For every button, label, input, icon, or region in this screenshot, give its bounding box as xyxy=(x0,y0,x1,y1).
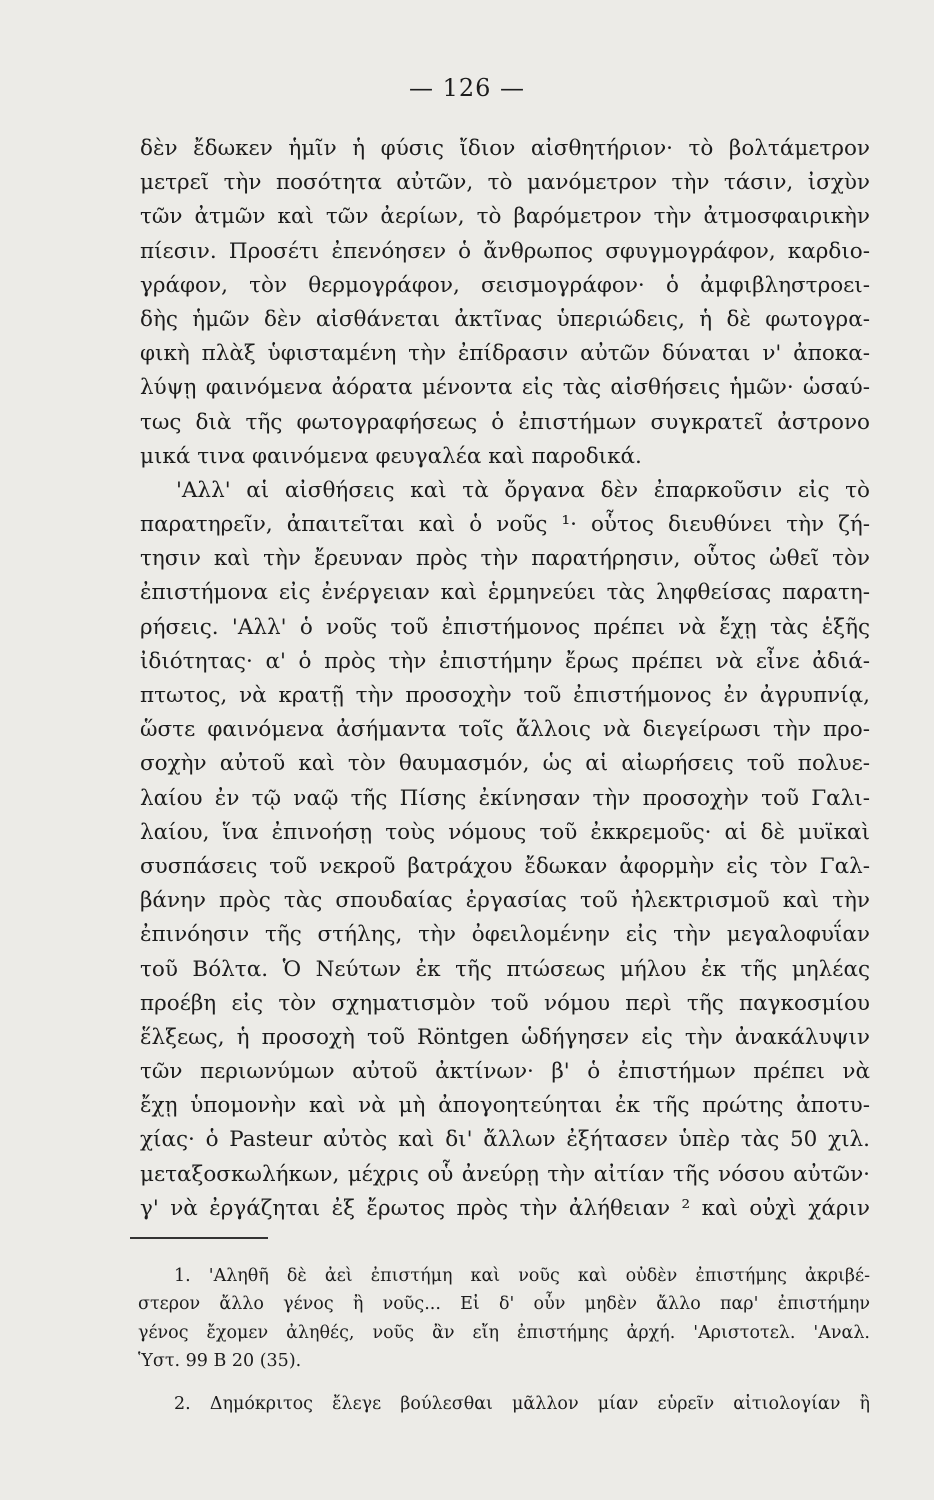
footnotes xyxy=(138,1262,870,1418)
text-line: ρήσεις. 'Αλλ' ὁ νοῦς τοῦ ἐπιστήμονος πρέπει νὰ ἔχῃ τὰς ἑξῆς xyxy=(140,614,870,640)
text-line: 'Αλλ' αἱ αἰσθήσεις καὶ τὰ ὄργανα δὲν ἐπαρκοῦσιν εἰς τὸ xyxy=(176,477,870,503)
text-line: ἕλξεως, ἡ προσοχὴ τοῦ Röntgen ὡδήγησεν εἰς τὴν ἀνακάλυψιν xyxy=(140,1024,870,1050)
text-line: λύψῃ φαινόμενα ἀόρατα μένοντα εἰς τὰς αἰσθήσεις ἡμῶν· ὡσαύ- xyxy=(140,375,870,401)
text-line: ἐπινόησιν τῆς στήλης, τὴν ὀφειλομένην εἰς τὴν μεγαλοφυΐαν xyxy=(140,922,870,948)
text-line: λαίου ἐν τῷ ναῷ τῆς Πίσης ἐκίνησαν τὴν προσοχὴν τοῦ Γαλι- xyxy=(140,785,870,811)
text-line: πίεσιν. Προσέτι ἐπενόησεν ὁ ἄνθρωπος σφυγμογράφον, καρδιο- xyxy=(140,238,870,264)
text-line: βάνην πρὸς τὰς σπουδαίας ἐργασίας τοῦ ἠλεκτρισμοῦ καὶ τὴν xyxy=(140,888,870,914)
text-line: ἰδιότητας· α' ὁ πρὸς τὴν ἐπιστήμην ἔρως πρέπει νὰ εἶνε ἀδιά- xyxy=(140,648,870,674)
footnote-line: στερον ἄλλο γένος ἢ νοῦς... Εἰ δ' οὖν μηδὲν ἄλλο παρ' ἐπιστήμην xyxy=(138,1294,870,1315)
text-line: τησιν καὶ τὴν ἔρευναν πρὸς τὴν παρατήρησιν, οὗτος ὠθεῖ τὸν xyxy=(140,546,870,572)
body-text xyxy=(140,132,870,1226)
footnote-divider xyxy=(130,1237,268,1239)
footnote-line: γένος ἔχομεν ἀληθές, νοῦς ἂν εἴη ἐπιστήμης ἀρχή. 'Αριστοτελ. 'Αναλ. xyxy=(138,1322,870,1343)
text-line: χίας· ὁ Pasteur αὐτὸς καὶ δι' ἄλλων ἐξήτασεν ὑπὲρ τὰς 50 χιλ. xyxy=(140,1127,870,1153)
text-line: τῶν ἀτμῶν καὶ τῶν ἀερίων, τὸ βαρόμετρον τὴν ἀτμοσφαιρικὴν xyxy=(140,204,870,230)
footnote-line: 1. 'Αληθῆ δὲ ἀεὶ ἐπιστήμη καὶ νοῦς καὶ οὐδὲν ἐπιστήμης ἀκριβέ- xyxy=(174,1266,870,1286)
text-line: τως διὰ τῆς φωτογραφήσεως ὁ ἐπιστήμων συγκρατεῖ ἀστρονο xyxy=(140,409,870,435)
text-line: ἔχῃ ὑπομονὴν καὶ νὰ μὴ ἀπογοητεύηται ἐκ τῆς πρώτης ἀποτυ- xyxy=(140,1093,870,1119)
text-line: δὲν ἔδωκεν ἡμῖν ἡ φύσις ἴδιον αἰσθητήριον· τὸ βολτάμετρον xyxy=(140,136,870,161)
text-line: συσπάσεις τοῦ νεκροῦ βατράχου ἔδωκαν ἀφορμὴν εἰς τὸν Γαλ- xyxy=(140,853,870,879)
text-line: πτωτος, νὰ κρατῇ τὴν προσοχὴν τοῦ ἐπιστήμονος ἐν ἀγρυπνίᾳ, xyxy=(140,683,870,708)
text-line: προέβη εἰς τὸν σχηματισμὸν τοῦ νόμου περὶ τῆς παγκοσμίου xyxy=(140,990,870,1016)
footnote-line: Ὑστ. 99 Β 20 (35). xyxy=(138,1351,302,1372)
page-number: — 126 — xyxy=(408,74,526,102)
text-line: τῶν περιωνύμων αὐτοῦ ἀκτίνων· β' ὁ ἐπιστήμων πρέπει νὰ xyxy=(140,1059,870,1085)
footnote-line: 2. Δημόκριτος ἔλεγε βούλεσθαι μᾶλλον μίαν εὑρεῖν αἰτιολογίαν ἢ xyxy=(174,1393,870,1414)
text-line: παρατηρεῖν, ἀπαιτεῖται καὶ ὁ νοῦς ¹· οὗτος διευθύνει τὴν ζή- xyxy=(140,512,870,538)
text-line: τοῦ Βόλτα. Ὁ Νεύτων ἐκ τῆς πτώσεως μήλου ἐκ τῆς μηλέας xyxy=(140,956,870,982)
text-line: δὴς ἡμῶν δὲν αἰσθάνεται ἀκτῖνας ὑπεριώδεις, ἡ δὲ φωτογρα- xyxy=(140,306,870,332)
text-line: μικά τινα φαινόμενα φευγαλέα καὶ παροδικά. xyxy=(140,443,642,469)
text-line: ὥστε φαινόμενα ἀσήμαντα τοῖς ἄλλοις νὰ διεγείρωσι τὴν προ- xyxy=(140,717,870,743)
text-line: σοχὴν αὐτοῦ καὶ τὸν θαυμασμόν, ὡς αἱ αἰωρήσεις τοῦ πολυε- xyxy=(140,751,870,777)
text-line: φικὴ πλὰξ ὑφισταμένη τὴν ἐπίδρασιν αὐτῶν δύναται ν' ἀποκα- xyxy=(140,341,870,367)
text-line: μετρεῖ τὴν ποσότητα αὐτῶν, τὸ μανόμετρον τὴν τάσιν, ἰσχὺν xyxy=(140,170,870,196)
text-line: λαίου, ἵνα ἐπινοήσῃ τοὺς νόμους τοῦ ἐκκρεμοῦς· αἱ δὲ μυϊκαὶ xyxy=(140,819,870,845)
text-line: γράφον, τὸν θερμογράφον, σεισμογράφον· ὁ ἀμφιβληστροει- xyxy=(140,272,870,298)
text-line: μεταξοσκωλήκων, μέχρις οὗ ἀνεύρῃ τὴν αἰτίαν τῆς νόσου αὐτῶν· xyxy=(140,1161,870,1187)
text-line: ἐπιστήμονα εἰς ἐνέργειαν καὶ ἑρμηνεύει τὰς ληφθείσας παρατη- xyxy=(140,580,870,606)
text-line: γ' νὰ ἐργάζηται ἐξ ἔρωτος πρὸς τὴν ἀλήθειαν ² καὶ οὐχὶ χάριν xyxy=(140,1195,870,1221)
